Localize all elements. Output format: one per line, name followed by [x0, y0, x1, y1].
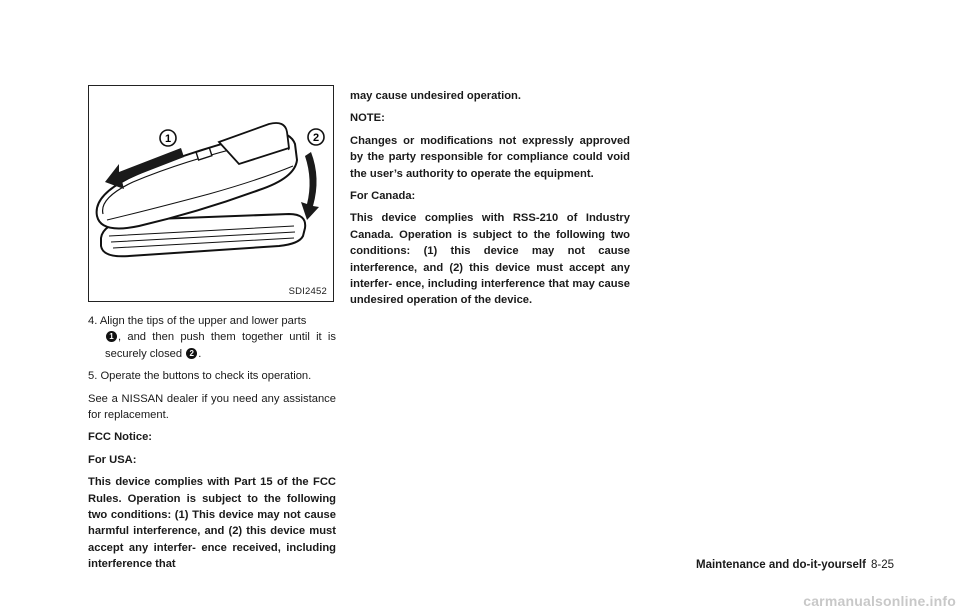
watermark-text: carmanualsonline.info — [803, 593, 956, 609]
usa-text: This device complies with Part 15 of the FCC Rules. Operation is subject to the following two conditions: (1) This device may not cause harmful interference, and (2) this device must accept any interfer- ence received, including interference that — [88, 476, 336, 571]
key-fob-drawing — [89, 86, 333, 301]
step-4 — [88, 313, 336, 362]
key-fob-illustration — [88, 85, 334, 302]
canada-text: This device complies with RSS-210 of Industry Canada. Operation is subject to the following two conditions: (1) this device may not cause interference, and (2) this device must accept any interfer- ence, including interference that may cause undesired operation of the device. — [350, 212, 630, 307]
step-4-text-b: , and then push them together until it is securely closed — [105, 331, 336, 360]
footer-section: Maintenance and do-it-yourself — [696, 559, 866, 571]
dealer-note: See a NISSAN dealer if you need any assistance for replacement. — [88, 392, 336, 422]
page-number: 8-25 — [870, 559, 894, 571]
note-heading: NOTE: — [350, 112, 385, 125]
note-text: Changes or modifications not expressly approved by the party responsible for compliance could void the user’s authority to operate the equipment. — [350, 134, 630, 180]
continued-text: may cause undesired operation. — [350, 90, 521, 102]
step-4-text-c: . — [198, 347, 202, 360]
press-arrow-icon — [301, 152, 319, 220]
step-4-text-a: 4. Align the tips of the upper and lower parts — [88, 315, 307, 327]
callout-1-label: 1 — [164, 133, 172, 145]
fcc-heading: FCC Notice: — [88, 431, 153, 444]
circled-number-1: 1 — [106, 331, 117, 342]
right-column — [350, 88, 630, 309]
circled-number-2: 2 — [186, 348, 197, 359]
canada-heading: For Canada: — [350, 190, 416, 203]
callout-2-label: 2 — [312, 132, 320, 144]
figure-code: SDI2452 — [288, 286, 327, 297]
page-footer — [696, 559, 894, 571]
step-5: 5. Operate the buttons to check its operation. — [88, 370, 312, 383]
usa-heading: For USA: — [88, 453, 137, 466]
left-column — [88, 85, 336, 573]
